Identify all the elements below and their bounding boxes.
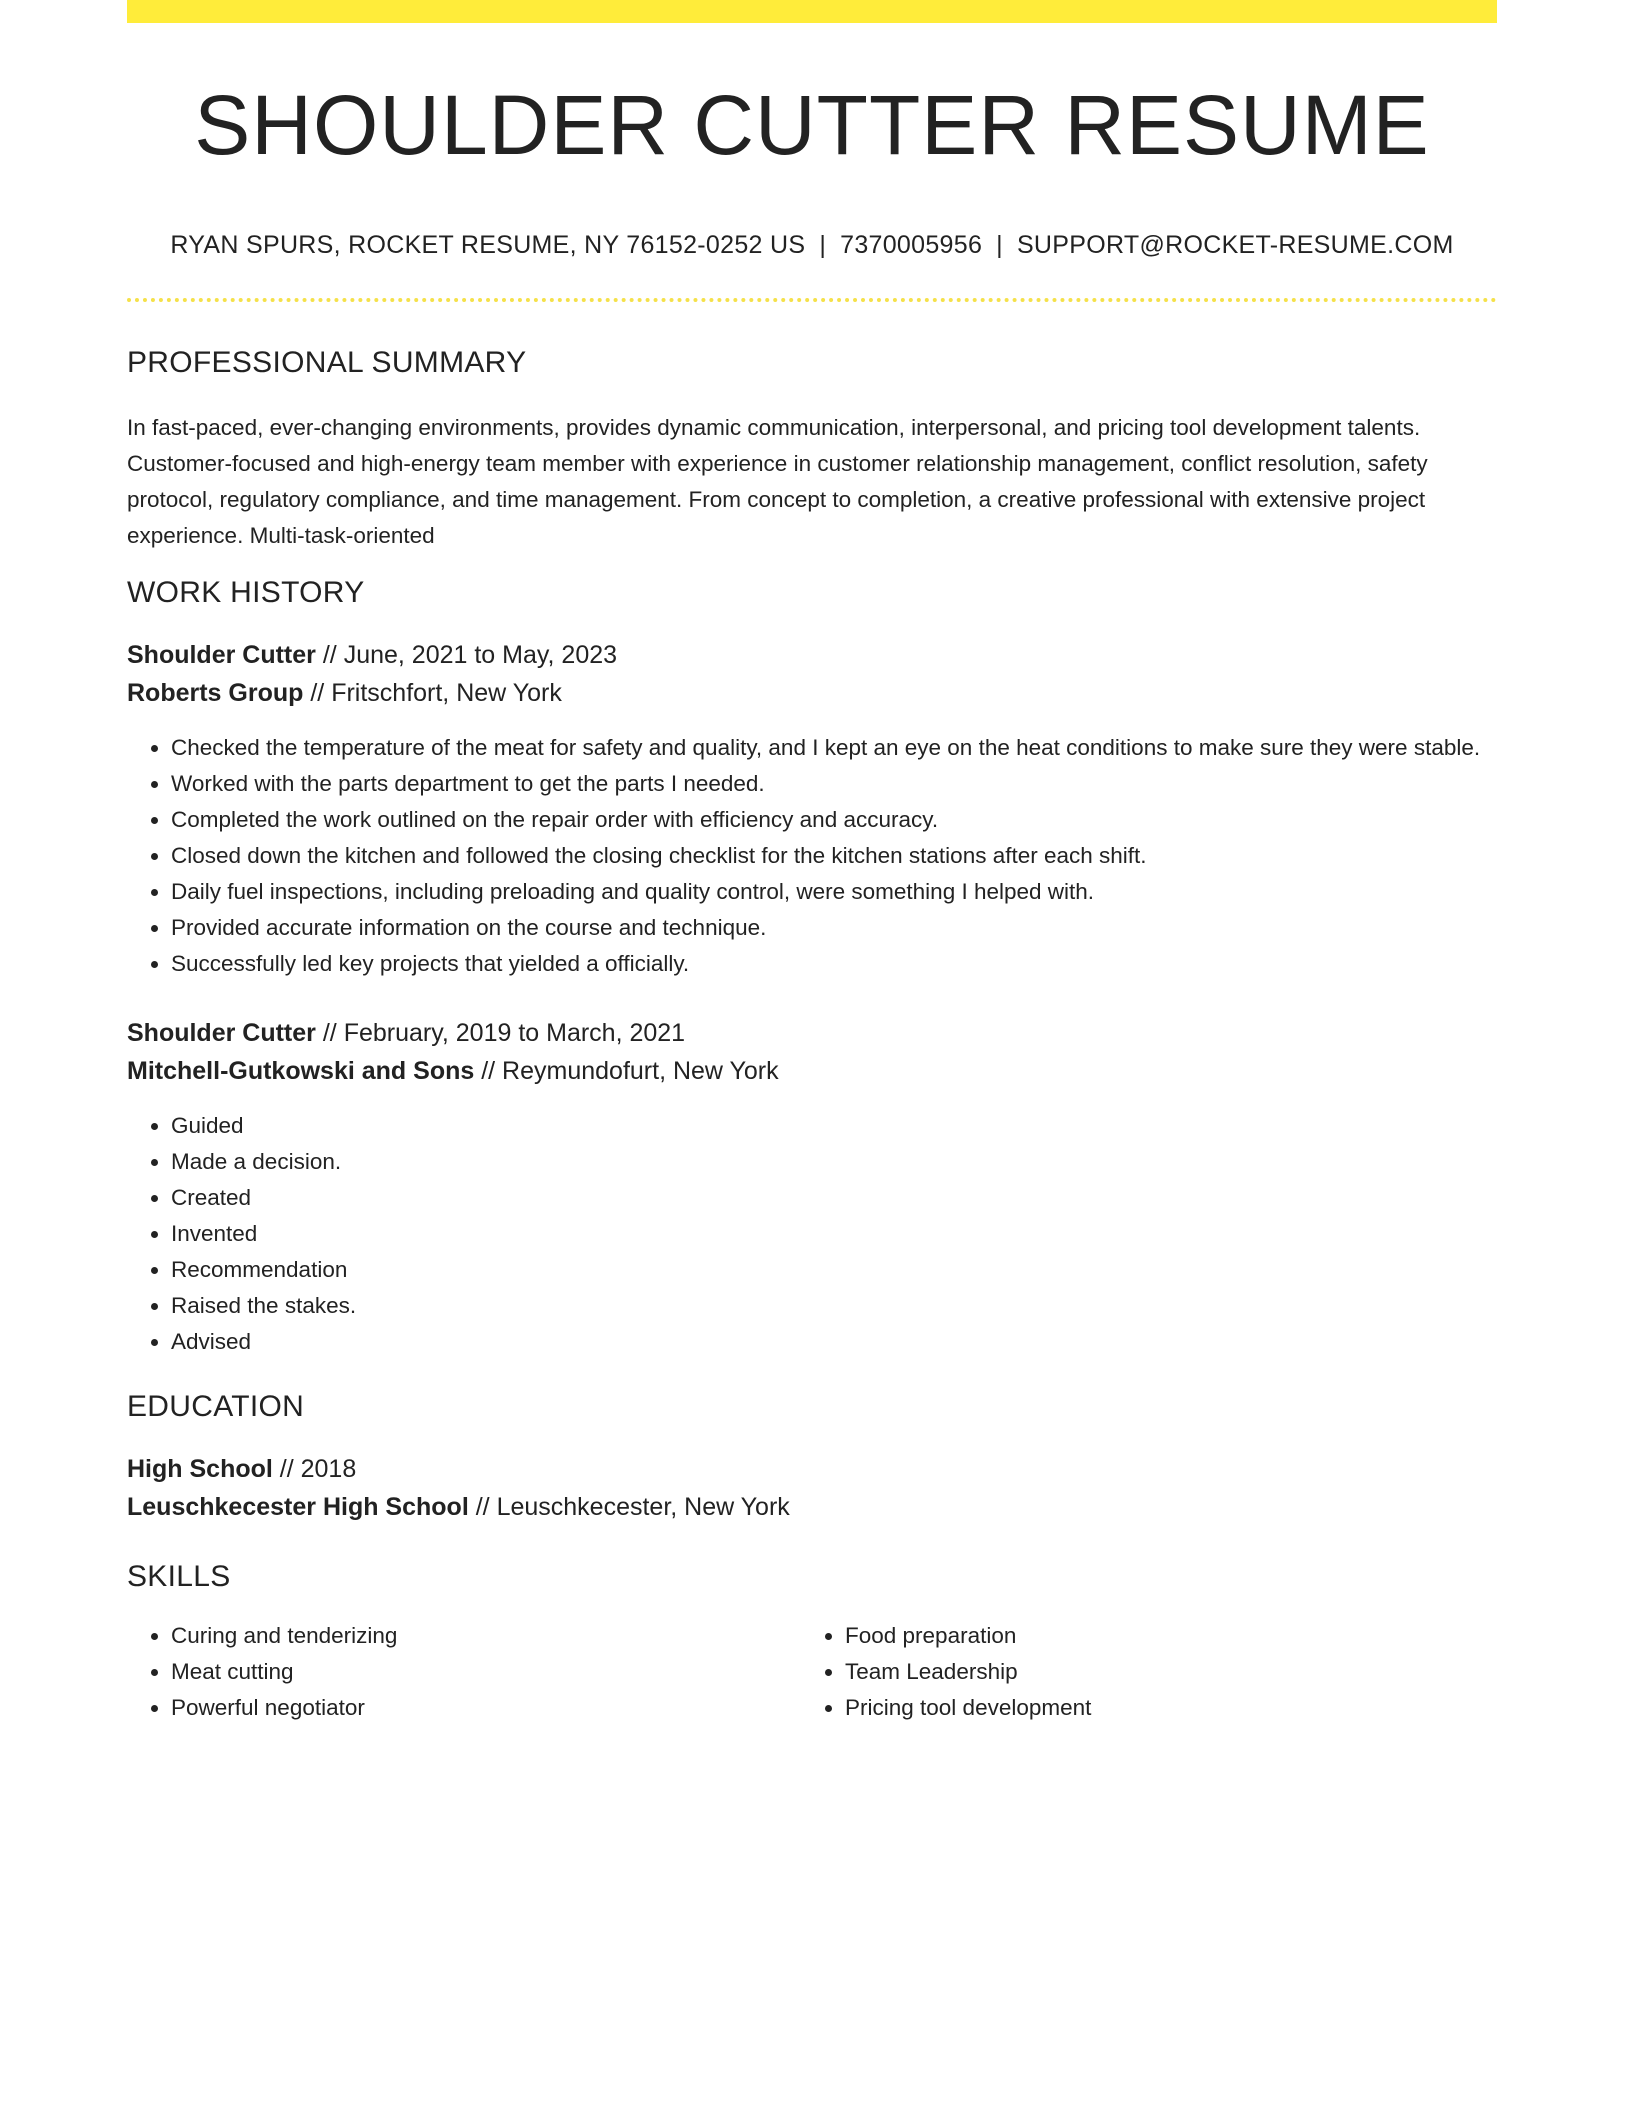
skill-item: • Meat cutting [171, 1654, 801, 1690]
job-title-line [127, 1014, 1497, 1052]
job-company: Roberts Group [127, 679, 304, 708]
skills-column-left [127, 1618, 801, 1726]
job-bullet-list [127, 730, 1497, 982]
job-title-line [127, 636, 1497, 674]
list-item: • Made a decision. [171, 1144, 1497, 1180]
summary-text: In fast-paced, ever-changing environments, provides dynamic communication, interpersonal, and pricing tool development talents. Customer-focused and high-energy team member with experience in customer relationship management, conflict resolution, safety protocol, regulatory compliance, and time management. From concept to completion, a creative professional with extensive project experience. Multi-task-oriented [127, 415, 1428, 549]
contact-email: SUPPORT@ROCKET-RESUME.COM [1016, 231, 1454, 260]
work-history-heading: WORK HISTORY [127, 576, 365, 610]
skill-item: • Food preparation [845, 1618, 1475, 1654]
list-item: • Guided [171, 1108, 1497, 1144]
contact-phone: 7370005956 [840, 231, 983, 260]
list-item: • Successfully led key projects that yielded a officially. [171, 946, 1497, 982]
contact-line [127, 231, 1497, 260]
skills-heading: SKILLS [127, 1560, 231, 1594]
skills-column-right [801, 1618, 1475, 1726]
list-item: • Closed down the kitchen and followed the closing checklist for the kitchen stations after each shift. [171, 838, 1497, 874]
accent-top-bar [127, 0, 1497, 23]
education-degree: High School [127, 1455, 273, 1484]
education-entry [127, 1450, 1497, 1526]
list-item: • Invented [171, 1216, 1497, 1252]
skill-item: • Curing and tenderizing [171, 1618, 801, 1654]
list-item: • Recommendation [171, 1252, 1497, 1288]
skill-item: • Team Leadership [845, 1654, 1475, 1690]
job-bullet-list [127, 1108, 1497, 1360]
education-location: // Leuschkecester, New York [468, 1493, 790, 1522]
education-school: Leuschkecester High School [127, 1493, 469, 1522]
skills-grid [127, 1618, 1497, 1726]
contact-separator: | [996, 231, 1003, 260]
list-item: • Worked with the parts department to get the parts I needed. [171, 766, 1497, 802]
list-item: • Checked the temperature of the meat for safety and quality, and I kept an eye on the heat conditions to make sure they were stable. [171, 730, 1497, 766]
job-entry [127, 636, 1497, 982]
contact-separator: | [819, 231, 827, 260]
job-company-line [127, 1052, 1497, 1090]
job-title: Shoulder Cutter [127, 1019, 316, 1048]
list-item: • Provided accurate information on the course and technique. [171, 910, 1497, 946]
contact-address: RYAN SPURS, ROCKET RESUME, NY 76152-0252 US [170, 231, 806, 260]
resume-page [127, 0, 1497, 1726]
job-location: // Fritschfort, New York [303, 679, 562, 708]
dotted-divider [127, 298, 1497, 302]
education-year: // 2018 [272, 1455, 357, 1484]
job-company-line [127, 674, 1497, 712]
skill-item: • Powerful negotiator [171, 1690, 801, 1726]
job-title: Shoulder Cutter [127, 641, 316, 670]
job-company: Mitchell-Gutkowski and Sons [127, 1057, 475, 1086]
education-heading: EDUCATION [127, 1390, 305, 1424]
list-item: • Advised [171, 1324, 1497, 1360]
job-entry [127, 1014, 1497, 1360]
education-school-line [127, 1488, 1497, 1526]
education-degree-line [127, 1450, 1497, 1488]
summary-heading: PROFESSIONAL SUMMARY [127, 346, 527, 380]
list-item: • Raised the stakes. [171, 1288, 1497, 1324]
job-dates: // June, 2021 to May, 2023 [315, 641, 618, 670]
resume-title: SHOULDER CUTTER RESUME [194, 78, 1430, 172]
list-item: • Completed the work outlined on the repair order with efficiency and accuracy. [171, 802, 1497, 838]
list-item: • Created [171, 1180, 1497, 1216]
job-dates: // February, 2019 to March, 2021 [315, 1019, 686, 1048]
list-item: • Daily fuel inspections, including preloading and quality control, were something I helped with. [171, 874, 1497, 910]
job-location: // Reymundofurt, New York [474, 1057, 779, 1086]
skill-item: • Pricing tool development [845, 1690, 1475, 1726]
